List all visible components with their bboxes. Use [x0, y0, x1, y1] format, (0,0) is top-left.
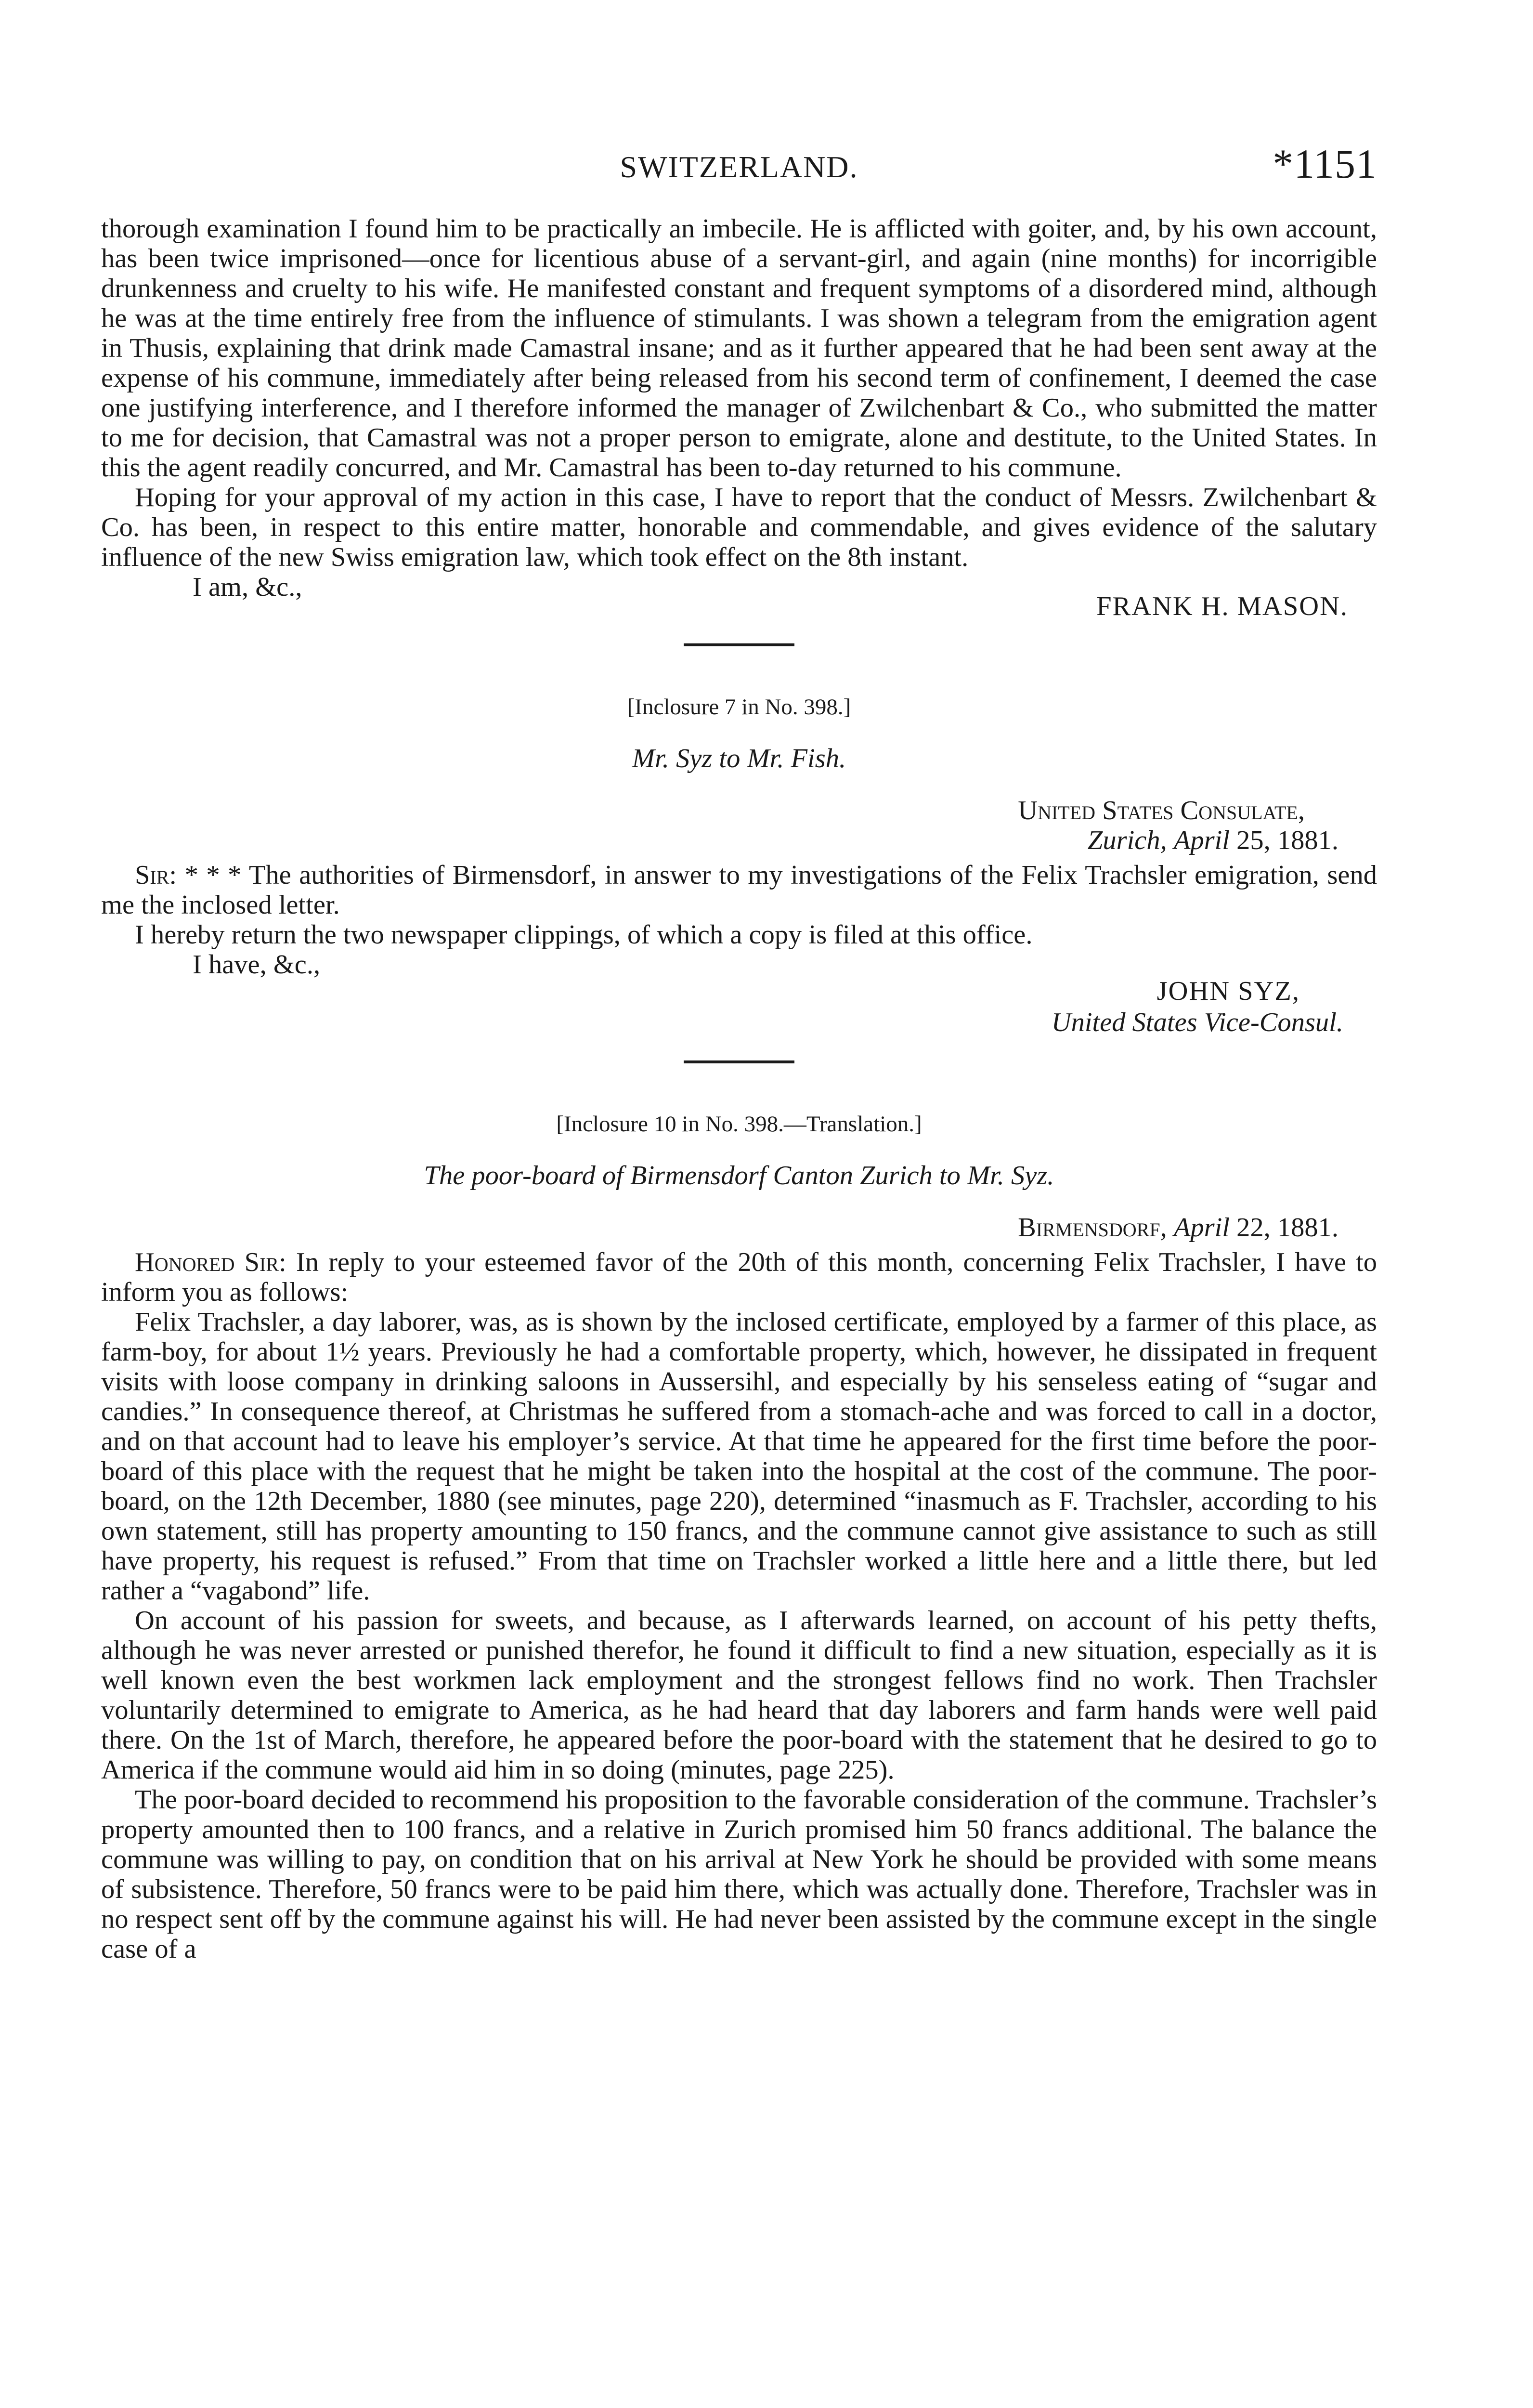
inclosure-10-paragraph-3: On account of his passion for sweets, and because, as I afterwards learned, on account of his petty thefts, although he was never arrested or punished therefor, he found it difficult to find a new situation, especially as it is well known even the best workmen lack employment and the strongest fellows find no work. Then Trachsler voluntarily determined to emigrate to America, as he had heard that day laborers and farm hands were well paid there. On the 1st of March, therefore, he appeared before the poor-board with the statement that he desired to go to America if the commune would aid him in so doing (minutes, page 225). [101, 1606, 1377, 1785]
inclosure-10-title: The poor-board of Birmensdorf Canton Zurich to Mr. Syz. [424, 1161, 1054, 1191]
inclosure-10-date-rest: 22, 1881. [1236, 1213, 1338, 1243]
inclosure-7-place-text: United States Consulate, [1018, 796, 1305, 825]
inclosure-7-signature: JOHN SYZ, [1156, 976, 1300, 1006]
mason-closing: I am, &c., [193, 572, 302, 602]
mason-signature: FRANK H. MASON. [1096, 591, 1348, 621]
mason-signature-block [101, 572, 1377, 630]
inclosure-7-signature-block [101, 950, 1377, 1060]
inclosure-10-heading: [Inclosure 10 in No. 398.—Translation.] [556, 1112, 922, 1137]
inclosure-7-date-month: April [1173, 825, 1230, 855]
inclosure-10-paragraph-1-text: In reply to your esteemed favor of the 20th of this month, concerning Felix Trachsler, I have to inform you as follows: [101, 1247, 1377, 1307]
inclosure-7-closing: I have, &c., [193, 950, 321, 980]
inclosure-10-paragraph-1 [101, 1247, 1377, 1307]
inclosure-7-date-rest: 25, 1881. [1236, 825, 1338, 855]
inclosure-7-paragraph-2: I hereby return the two newspaper clippings, of which a copy is filed at this office. [135, 920, 1033, 950]
inclosure-10-paragraph-4: The poor-board decided to recommend his proposition to the favorable consideration of the commune. Trachsler’s property amounted then to 100 francs, and a relative in Zurich promised him 50 francs additional. The balance the commune was willing to pay, on condition that on his arrival at New York he should be provided with some means of subsistence. Therefore, 50 francs were to be paid him there, which was actually done. Therefore, Trachsler was in no respect sent off by the commune against his will. He had never been assisted by the commune except in the single case of a [101, 1785, 1377, 1964]
inclosure-10-date [101, 1213, 1377, 1243]
running-head [101, 140, 1377, 197]
mason-paragraph-1: thorough examination I found him to be practically an imbecile. He is afflicted with goiter, and, by his own account, has been twice imprisoned—once for licentious abuse of a servant-girl, and again (nine months) for incorrigible drunkenness and cruelty to his wife. He manifested constant and frequent symptoms of a disordered mind, although he was at the time entirely free from the influence of stimulants. I was shown a telegram from the emigration agent in Thusis, explaining that drink made Camastral insane; and as it further appeared that he had been sent away at the expense of his commune, immediately after being released from his second term of confinement, I deemed the case one justifying interference, and I therefore informed the manager of Zwilchenbart & Co., who submitted the matter to me for decision, that Camastral was not a proper person to emigrate, alone and destitute, to the United States. In this the agent readily concurred, and Mr. Camastral has been to-day returned to his commune. [101, 214, 1377, 483]
section-divider [684, 1060, 794, 1063]
inclosure-7-place [101, 796, 1377, 825]
document-page [101, 140, 1377, 1964]
inclosure-7-salutation: Sir: [135, 860, 177, 890]
inclosure-7-paragraph-1 [101, 860, 1377, 920]
section-divider [684, 643, 794, 646]
inclosure-7-date-place: Zurich, [1087, 825, 1167, 855]
inclosure-7-paragraph-1-text: * * * The authorities of Birmensdorf, in answer to my investigations of the Felix Trachsler emigration, send me the inclosed letter. [101, 860, 1377, 920]
mason-paragraph-2: Hoping for your approval of my action in this case, I have to report that the conduct of Messrs. Zwilchenbart & Co. has been, in respect to this entire matter, honorable and commendable, and gives evidence of the salutary influence of the new Swiss emigration law, which took effect on the 8th instant. [101, 483, 1377, 572]
inclosure-7-signature-title: United States Vice-Consul. [1051, 1008, 1343, 1037]
inclosure-10-date-month: April [1173, 1213, 1230, 1243]
inclosure-10-paragraph-2: Felix Trachsler, a day laborer, was, as is shown by the inclosed certificate, employed by a farmer of this place, as farm-boy, for about 1½ years. Previously he had a comfortable property, which, however, he dissipated in frequent visits with loose company in drinking saloons in Aussersihl, and especially by his senseless eating of “sugar and candies.” In consequence thereof, at Christmas he suffered from a stomach-ache and was forced to call in a doctor, and on that account had to leave his employer’s service. At that time he appeared for the first time before the poor-board of this place with the request that he might be taken into the hospital at the cost of the commune. The poor-board, on the 12th December, 1880 (see minutes, page 220), determined “inasmuch as F. Trachsler, according to his own statement, still has property amounting to 150 francs, and the commune cannot give assistance to such as still have property, his request is refused.” From that time on Trachsler worked a little here and a little there, but led rather a “vagabond” life. [101, 1307, 1377, 1606]
inclosure-7-date [101, 825, 1377, 855]
page-number: *1151 [1273, 141, 1377, 187]
inclosure-10-salutation: Honored Sir: [135, 1247, 286, 1277]
inclosure-7-heading: [Inclosure 7 in No. 398.] [627, 694, 851, 720]
inclosure-10-place: Birmensdorf, [1018, 1213, 1167, 1243]
running-title: SWITZERLAND. [620, 150, 858, 184]
inclosure-7-title: Mr. Syz to Mr. Fish. [632, 744, 846, 773]
